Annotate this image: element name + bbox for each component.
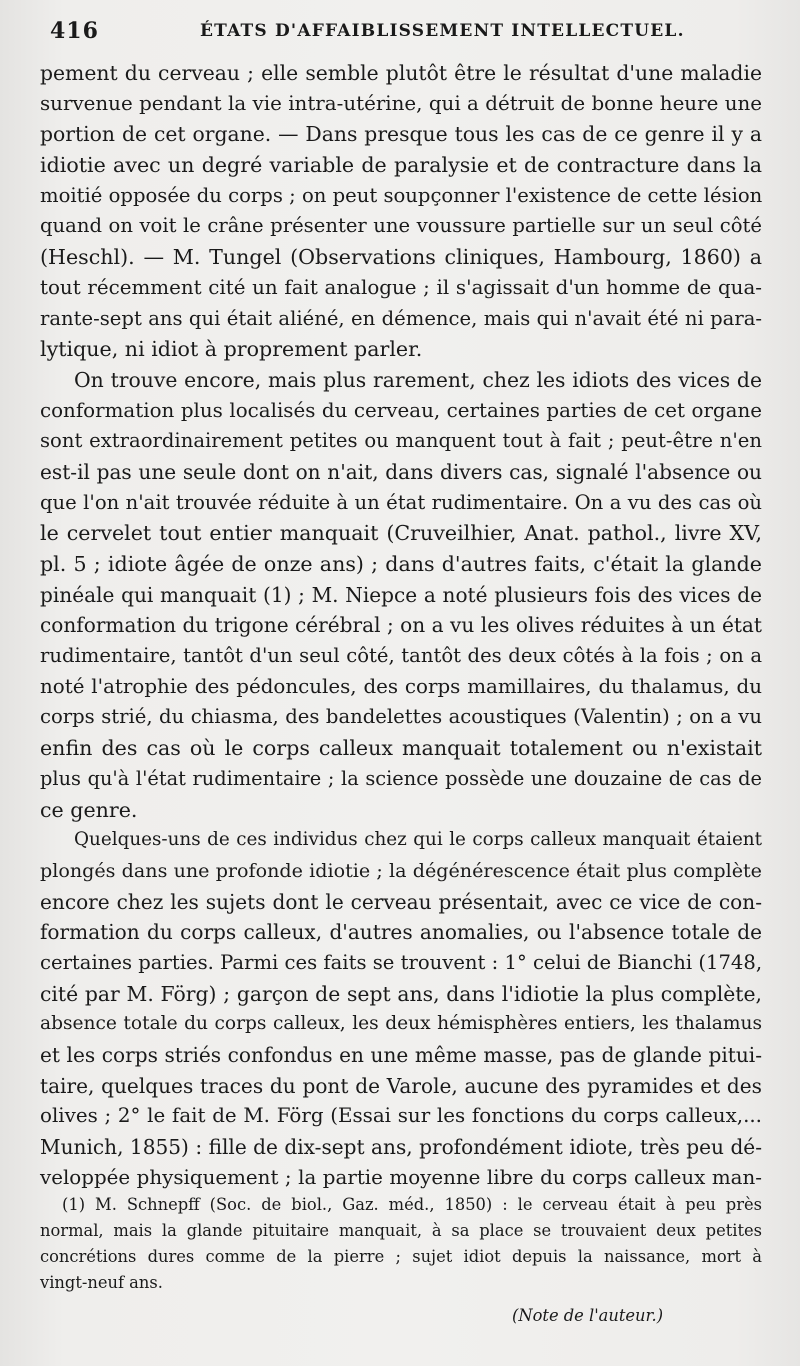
text-line: taire, quelques traces du pont de Varole, aucune des pyramides et des (40, 1073, 762, 1098)
text-line: pinéale qui manquait (1) ; M. Niepce a noté plusieurs fois des vices de (40, 582, 762, 607)
paragraph-start-line: Quelques-uns de ces individus chez qui le corps calleux manquait étaient (74, 829, 762, 851)
paragraph-start-line: On trouve encore, mais plus rarement, chez les idiots des vices de (74, 367, 762, 392)
text-line: moitié opposée du corps ; on peut soupçonner l'existence de cette lésion (40, 183, 763, 207)
text-line: portion de cet organe. — Dans presque tous les cas de ce genre il y a (40, 122, 762, 147)
page-header (50, 18, 766, 48)
text-line: formation du corps calleux, d'autres anomalies, ou l'absence totale de (40, 920, 762, 945)
text-line: est-il pas une seule dont on n'ait, dans divers cas, signalé l'absence ou (40, 459, 762, 484)
text-line: absence totale du corps calleux, les deux hémisphères entiers, les thalamus (40, 1013, 762, 1035)
text-line: et les corps striés confondus en une même masse, pas de glande pitui- (40, 1043, 762, 1067)
text-line: tout récemment cité un fait analogue ; il s'agissait d'un homme de qua- (40, 275, 762, 299)
main-text (40, 58, 762, 1193)
text-line: plus qu'à l'état rudimentaire ; la science possède une douzaine de cas de (40, 766, 762, 790)
text-line: quand on voit le crâne présenter une voussure partielle sur un seul côté (40, 214, 762, 238)
text-line: enfin des cas où le corps calleux manquait totalement ou n'existait (40, 736, 762, 761)
text-line: plongés dans une profonde idiotie ; la dégénérescence était plus complète (40, 858, 762, 882)
text-line: veloppée physiquement ; la partie moyenne libre du corps calleux man- (40, 1165, 762, 1189)
text-line: rante-sept ans qui était aliéné, en démence, mais qui n'avait été ni para- (40, 306, 762, 330)
footnote-line: concrétions dures comme de la pierre ; sujet idiot depuis la naissance, mort à (40, 1247, 762, 1266)
footnote-line: (1) M. Schnepff (Soc. de biol., Gaz. méd., 1850) : le cerveau était à peu près (62, 1195, 762, 1214)
text-line: cité par M. Förg) ; garçon de sept ans, dans l'idiotie la plus complète, (40, 981, 762, 1006)
footnote (40, 1192, 762, 1296)
text-line: le cervelet tout entier manquait (Cruveilhier, Anat. pathol., livre XV, (40, 521, 762, 546)
page-number: 416 (50, 18, 99, 44)
text-line: noté l'atrophie des pédoncules, des corps mamillaires, du thalamus, du (40, 674, 762, 698)
text-line: survenue pendant la vie intra-utérine, qui a détruit de bonne heure une (40, 91, 762, 115)
text-line: rudimentaire, tantôt d'un seul côté, tantôt des deux côtés à la fois ; on a (40, 644, 762, 668)
footnote-line: normal, mais la glande pituitaire manquait, à sa place se trouvaient deux petites (40, 1221, 762, 1240)
text-line: olives ; 2° le fait de M. Förg (Essai sur les fonctions du corps calleux,... (40, 1104, 762, 1128)
text-line: sont extraordinairement petites ou manquent tout à fait ; peut-être n'en (40, 429, 762, 453)
text-line: idiotie avec un degré variable de paralysie et de contracture dans la (40, 153, 762, 178)
text-line: que l'on n'ait trouvée réduite à un état rudimentaire. On a vu des cas où (40, 490, 762, 514)
text-line: encore chez les sujets dont le cerveau présentait, avec ce vice de con- (40, 889, 762, 914)
text-line: lytique, ni idiot à proprement parler. (40, 337, 423, 362)
text-line: pl. 5 ; idiote âgée de onze ans) ; dans d'autres faits, c'était la glande (40, 552, 762, 576)
text-line: certaines parties. Parmi ces faits se trouvent : 1° celui de Bianchi (1748, (40, 950, 763, 974)
running-title: ÉTATS D'AFFAIBLISSEMENT INTELLECTUEL. (200, 21, 685, 41)
text-line: ce genre. (40, 797, 138, 822)
text-line: conformation du trigone cérébral ; on a vu les olives réduites à un état (40, 613, 762, 638)
footnote-line: vingt-neuf ans. (40, 1273, 163, 1292)
text-line: corps strié, du chiasma, des bandelettes acoustiques (Valentin) ; on a vu (40, 705, 762, 729)
text-line: Munich, 1855) : fille de dix-sept ans, profondément idiote, très peu dé- (40, 1135, 762, 1160)
footnote-attribution: (Note de l'auteur.) (512, 1306, 664, 1325)
text-line: conformation plus localisés du cerveau, certaines parties de cet organe (40, 398, 762, 422)
text-line: pement du cerveau ; elle semble plutôt être le résultat d'une maladie (40, 61, 762, 85)
text-line: (Heschl). — M. Tungel (Observations cliniques, Hambourg, 1860) a (40, 245, 762, 270)
